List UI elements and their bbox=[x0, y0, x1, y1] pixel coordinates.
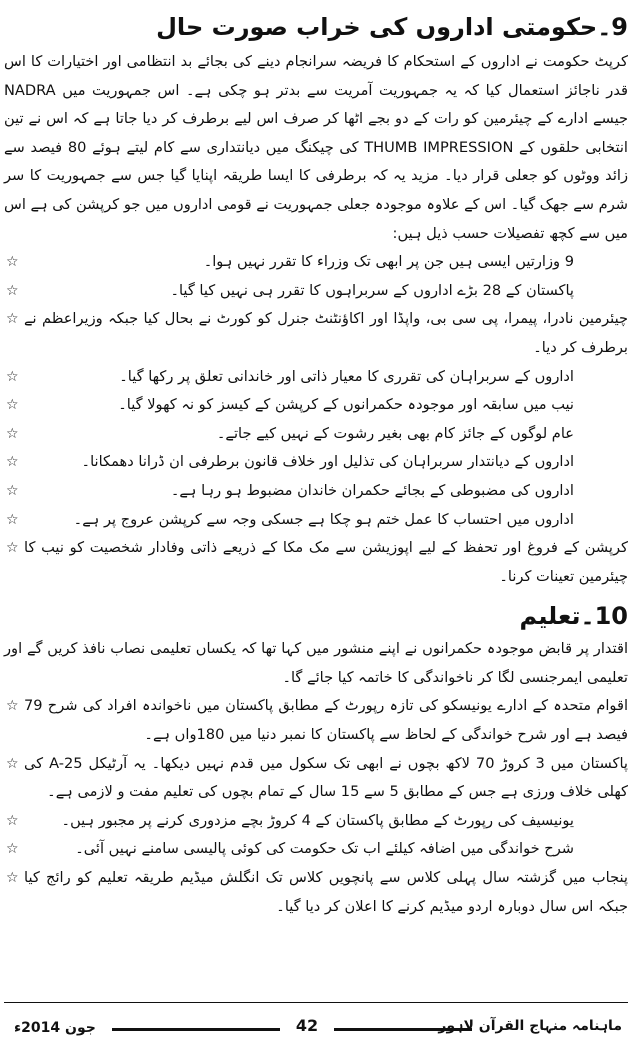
list-item bbox=[4, 534, 628, 591]
list-item-text: 9 وزارتیں ایسی ہیں جن پر ابھی تک وزراء کا تقرر نہیں ہوا۔ bbox=[203, 253, 574, 271]
list-item-text: اداروں میں احتساب کا عمل ختم ہو چکا ہے جسکی وجہ سے کرپشن عروج پر ہے۔ bbox=[73, 510, 574, 528]
list-item-text: شرح خواندگی میں اضافہ کیلئے اب تک حکومت کی کوئی پالیسی سامنے نہیں آئی۔ bbox=[75, 840, 574, 858]
list-item bbox=[4, 750, 628, 807]
star-bullet-icon: ☆ bbox=[6, 454, 19, 471]
list-item bbox=[4, 448, 628, 477]
section-9-title: 9۔حکومتی اداروں کی خراب صورت حال bbox=[156, 13, 628, 41]
list-item bbox=[4, 363, 628, 392]
star-bullet-icon: ☆ bbox=[6, 511, 19, 528]
star-bullet-icon: ☆ bbox=[6, 482, 19, 499]
list-item-text: پاکستان میں 3 کروڑ 70 لاکھ بچوں نے ابھی تک سکول میں قدم نہیں دیکھا۔ یہ آرٹیکل A-25 کی کھلی خلاف ورزی ہے جس کے مطابق 5 سے 15 سال کے تمام بچوں کی تعلیم مفت و لازمی ہے۔ bbox=[24, 754, 628, 801]
list-item bbox=[4, 420, 628, 449]
list-item-text: یونیسیف کی رپورٹ کے مطابق پاکستان کے 4 کروڑ بچے مزدوری کرنے پر مجبور ہیں۔ bbox=[61, 811, 574, 829]
star-bullet-icon: ☆ bbox=[6, 841, 19, 858]
section-10-paragraph: اقتدار پر قابض موجودہ حکمرانوں نے اپنے منشور میں کہا تھا کہ یکساں تعلیمی نصاب نافذ کریں گے اور تعلیمی ایمرجنسی لگا کر ناخواندگی کا خاتمہ کیا جائے گا۔ bbox=[4, 640, 628, 686]
list-item-text: نیب میں سابقہ اور موجودہ حکمرانوں کے کرپشن کے کیسز کو نہ کھولا گیا۔ bbox=[118, 396, 574, 414]
list-item-text: اداروں کی مضبوطی کے بجائے حکمران خاندان مضبوط ہو رہا ہے۔ bbox=[170, 481, 574, 499]
list-item-text: اقوام متحدہ کے ادارے یونیسکو کی تازہ رپورٹ کے مطابق پاکستان میں ناخواندہ افراد کی شرح 79 فیصد ہے اور شرح خواندگی کے لحاظ سے پاکستان کا نمبر دنیا میں 180واں ہے۔ bbox=[24, 697, 628, 744]
section-10-list bbox=[4, 692, 628, 921]
star-bullet-icon: ☆ bbox=[6, 812, 19, 829]
magazine-name: ماہنامہ منہاج القرآن لاہور bbox=[438, 1018, 622, 1034]
section-9-paragraph: کرپٹ حکومت نے اداروں کے استحکام کا فریضہ سرانجام دینے کی بجائے بد انتظامی اور اختیارات کا اس قدر ناجائز استعمال کیا کہ یہ جمہوریت آمریت سے بدتر ہو چکی ہے۔ اس جمہوریت میں NADRA جیسے ادارے کے چیئرمین کو رات کے دو بجے اٹھا کر صرف اس لیے برطرف کر دیا جاتا ہے کہ اس نے تین انتخابی حلقوں کے THUMB IMPRESSION کی چیکنگ میں دیانتداری سے کام لیتے ہوئے 80 فیصد سے زائد ووٹوں کو جعلی قرار دیا۔ مزید یہ کہ برطرفی کا ایسا طریقہ اپنایا گیا جس سے جمہوریت کا سر شرم سے جھک گیا۔ اس کے علاوہ موجودہ جعلی جمہوریت نے قومی اداروں میں جو کرپشن کی ہے اس میں سے کچھ تفصیلات حسب ذیل ہیں: bbox=[4, 53, 628, 242]
section-9-list bbox=[4, 248, 628, 591]
list-item bbox=[4, 248, 628, 277]
list-item bbox=[4, 477, 628, 506]
list-item-text: اداروں کے سربراہان کی تقرری کا معیار ذاتی اور خاندانی تعلق پر رکھا گیا۔ bbox=[119, 367, 574, 385]
section-10-title: 10۔تعلیم bbox=[519, 602, 628, 631]
list-item-text: اداروں کے دیانتدار سربراہان کی تذلیل اور خلاف قانون برطرفی ان ڈرانا دھمکانا۔ bbox=[81, 453, 574, 471]
star-bullet-icon: ☆ bbox=[6, 698, 19, 715]
footer-bar-left bbox=[112, 1028, 280, 1031]
star-bullet-icon: ☆ bbox=[6, 311, 19, 328]
list-item bbox=[4, 391, 628, 420]
star-bullet-icon: ☆ bbox=[6, 397, 19, 414]
page-content bbox=[4, 10, 628, 921]
star-bullet-icon: ☆ bbox=[6, 425, 19, 442]
star-bullet-icon: ☆ bbox=[6, 755, 19, 772]
star-bullet-icon: ☆ bbox=[6, 540, 19, 557]
list-item bbox=[4, 506, 628, 535]
star-bullet-icon: ☆ bbox=[6, 282, 19, 299]
list-item bbox=[4, 864, 628, 921]
list-item bbox=[4, 835, 628, 864]
footer-divider bbox=[4, 1002, 628, 1003]
list-item-text: پنجاب میں گزشتہ سال پہلی کلاس سے پانچویں کلاس تک انگلش میڈیم طریقہ تعلیم کو رائج کیا جبکہ اس سال دوبارہ اردو میڈیم کرنے کا اعلان کر دیا گیا۔ bbox=[24, 869, 628, 915]
page-footer bbox=[4, 1002, 628, 1048]
star-bullet-icon: ☆ bbox=[6, 254, 19, 271]
list-item bbox=[4, 807, 628, 836]
list-item-text: کرپشن کے فروغ اور تحفظ کے لیے اپوزیشن سے مک مکا کے ذریعے ذاتی وفادار شخصیت کو نیب کا چیئرمین تعینات کرنا۔ bbox=[24, 539, 628, 585]
list-item-text: چیئرمین نادرا، پیمرا، پی سی بی، واپڈا اور اکاؤنٹنٹ جنرل کو کورٹ نے بحال کیا جبکہ وزیراعظم نے برطرف کر دیا۔ bbox=[24, 310, 628, 356]
list-item bbox=[4, 305, 628, 362]
page-number: 42 bbox=[295, 1016, 319, 1035]
star-bullet-icon: ☆ bbox=[6, 368, 19, 385]
footer-row bbox=[4, 1016, 628, 1042]
star-bullet-icon: ☆ bbox=[6, 870, 19, 887]
list-item-text: پاکستان کے 28 بڑے اداروں کے سربراہوں کا تقرر ہی نہیں کیا گیا۔ bbox=[170, 281, 574, 299]
list-item bbox=[4, 277, 628, 306]
issue-date: جون 2014ء bbox=[14, 1020, 96, 1036]
list-item-text: عام لوگوں کے جائز کام بھی بغیر رشوت کے نہیں کیے جاتے۔ bbox=[216, 424, 574, 442]
list-item bbox=[4, 692, 628, 749]
